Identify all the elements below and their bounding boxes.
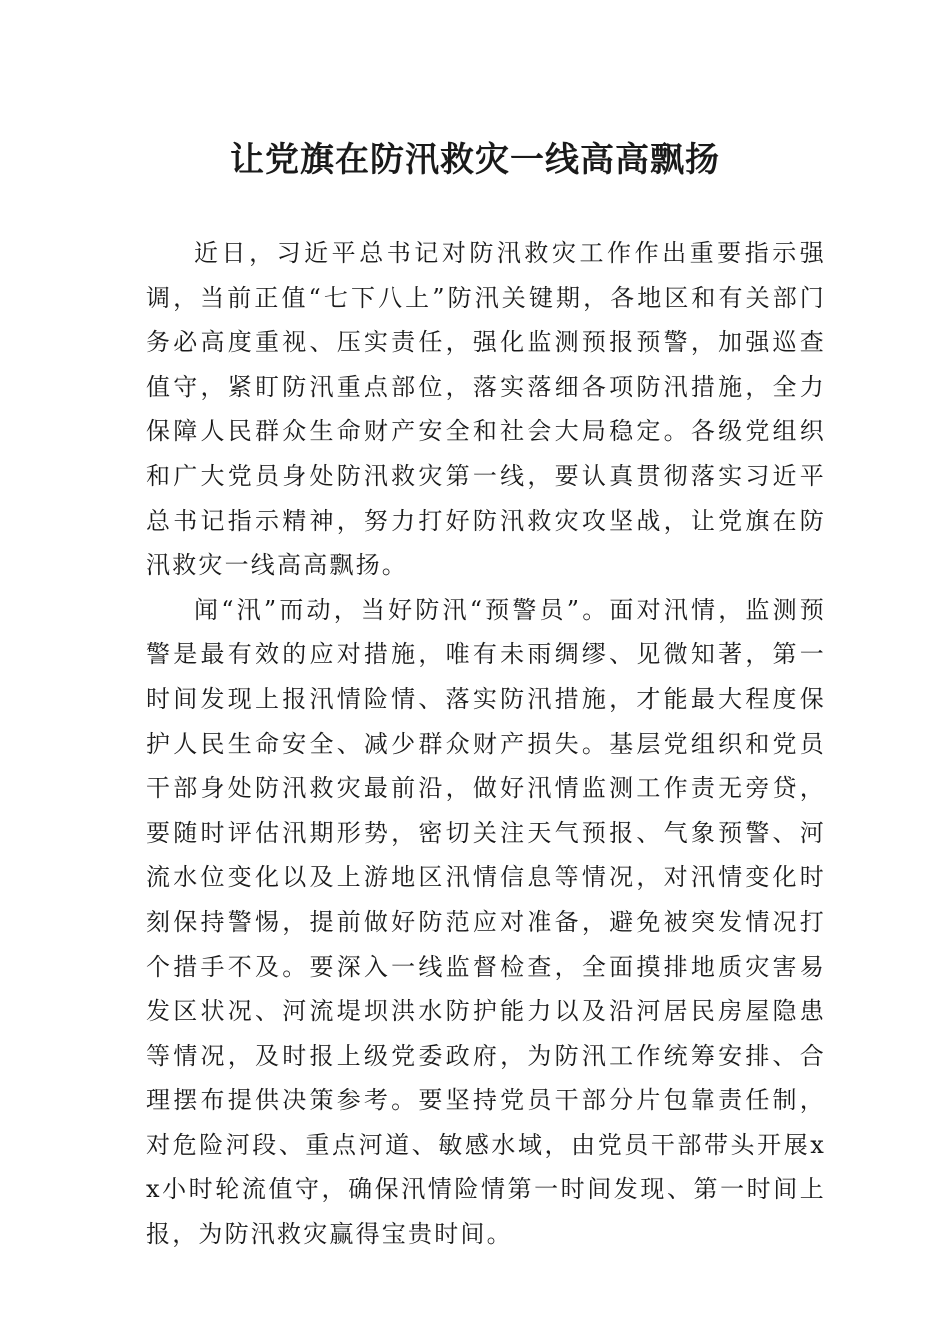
paragraph-1: 近日，习近平总书记对防汛救灾工作作出重要指示强调，当前正值“七下八上”防汛关键期，各地区和有关部门务必高度重视、压实责任，强化监测预报预警，加强巡查值守，紧盯防汛重点部位，落实落细各项防汛措施，全力保障人民群众生命财产安全和社会大局稳定。各级党组织和广大党员身处防汛救灾第一线，要认真贯彻落实习近平总书记指示精神，努力打好防汛救灾攻坚战，让党旗在防汛救灾一线高高飘扬。: [146, 239, 826, 580]
document-title: 让党旗在防汛救灾一线高高飘扬: [230, 140, 720, 180]
document-body: [146, 231, 826, 1257]
paragraph-2: 闻“汛”而动，当好防汛“预警员”。面对汛情，监测预警是最有效的应对措施，唯有未雨绸缪、见微知著，第一时间发现上报汛情险情、落实防汛措施，才能最大程度保护人民生命安全、减少群众财产损失。基层党组织和党员干部身处防汛救灾最前沿，做好汛情监测工作责无旁贷，要随时评估汛期形势，密切关注天气预报、气象预警、河流水位变化以及上游地区汛情信息等情况，对汛情变化时刻保持警惕，提前做好防范应对准备，避免被突发情况打个措手不及。要深入一线监督检查，全面摸排地质灾害易发区状况、河流堤坝洪水防护能力以及沿河居民房屋隐患等情况，及时报上级党委政府，为防汛工作统筹安排、合理摆布提供决策参考。要坚持党员干部分片包靠责任制，对危险河段、重点河道、敏感水域，由党员干部带头开展xx小时轮流值守，确保汛情险情第一时间发现、第一时间上报，为防汛救灾赢得宝贵时间。: [146, 595, 826, 1249]
